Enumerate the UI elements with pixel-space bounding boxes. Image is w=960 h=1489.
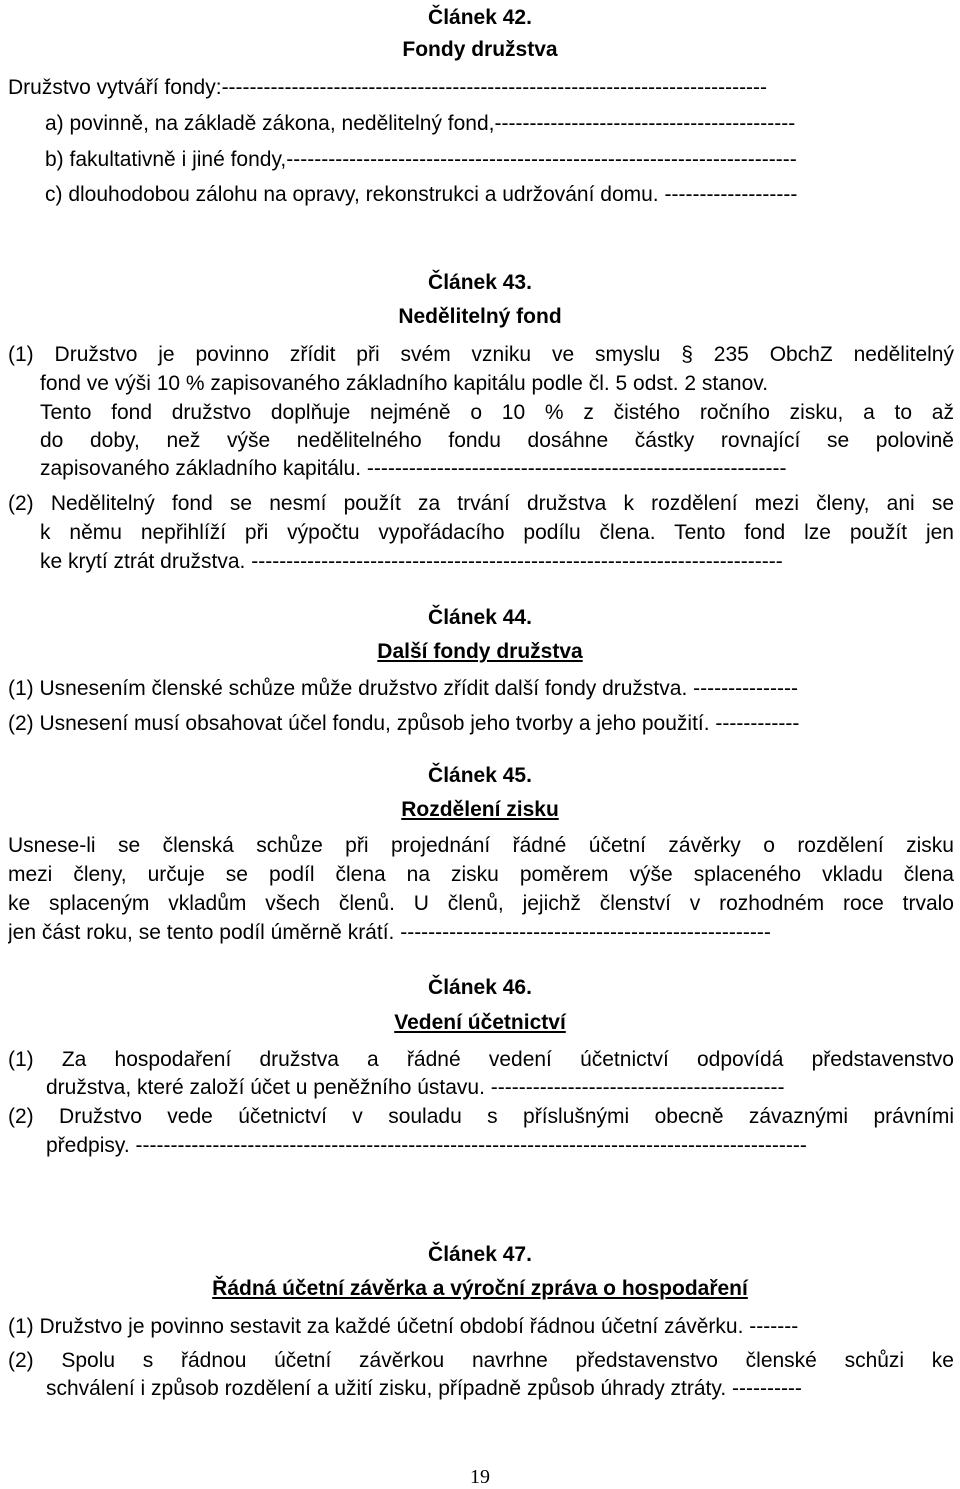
article-47-p1: (1) Družstvo je povinno sestavit za každé účetní období řádnou účetní závěrku. ------- [8, 1315, 799, 1338]
article-42-item-a: a) povinně, na základě zákona, nedělitelný fond,------------------------------------------- [45, 112, 796, 135]
article-45-title: Rozdělení zisku [401, 798, 559, 821]
article-45-line4: jen část roku, se tento podíl úměrně krátí. ----------------------------------------------------- [8, 921, 771, 944]
article-45-number: Článek 45. [428, 764, 532, 787]
article-43-p2-line2: k němu nepřihlíží při výpočtu vypořádacího podílu člena. Tento fond lze použít jen [40, 521, 954, 544]
page-number: 19 [470, 1466, 490, 1488]
article-47-p2-line1: (2) Spolu s řádnou účetní závěrkou navrhne představenstvo členské schůzi ke [8, 1349, 954, 1372]
article-42-item-c: c) dlouhodobou zálohu na opravy, rekonstrukci a udržování domu. ------------------- [45, 183, 798, 206]
article-46-p1-line1: (1) Za hospodaření družstva a řádné vedení účetnictví odpovídá představenstvo [8, 1048, 954, 1071]
article-46-p2-line2: předpisy. ------------------------------------------------------------------------------------------------ [46, 1134, 807, 1157]
article-45-line3: ke splaceným vkladům všech členů. U členů, jejichž členství v rozhodném roce trvalo [8, 892, 954, 915]
article-42-number: Článek 42. [428, 6, 532, 29]
article-47-title: Řádná účetní závěrka a výroční zpráva o hospodaření [212, 1277, 748, 1300]
article-47-number: Článek 47. [428, 1243, 532, 1266]
article-46-number: Článek 46. [428, 976, 532, 999]
article-47-p2-line2: schválení i způsob rozdělení a užití zisku, případně způsob úhrady ztráty. ---------- [46, 1377, 802, 1400]
article-42-item-b: b) fakultativně i jiné fondy,------------------------------------------------------------------------- [45, 148, 797, 171]
article-44-p2: (2) Usnesení musí obsahovat účel fondu, způsob jeho tvorby a jeho použití. ------------ [8, 712, 800, 735]
article-43-number: Článek 43. [428, 271, 532, 294]
article-44-title: Další fondy družstva [377, 640, 583, 663]
article-43-title: Nedělitelný fond [398, 305, 562, 328]
article-46-p2-line1: (2) Družstvo vede účetnictví v souladu s příslušnými obecně závaznými právními [8, 1105, 954, 1128]
article-45-line1: Usnese-li se členská schůze při projednání řádné účetní závěrky o rozdělení zisku [8, 834, 954, 857]
article-44-number: Článek 44. [428, 606, 532, 629]
article-46-title: Vedení účetnictví [394, 1011, 566, 1034]
article-43-p2-line1: (2) Nedělitelný fond se nesmí použít za trvání družstva k rozdělení mezi členy, ani se [8, 492, 954, 515]
article-42-intro: Družstvo vytváří fondy:------------------------------------------------------------------------------ [8, 76, 768, 99]
article-43-p1-line4: do doby, než výše nedělitelného fondu dosáhne částky rovnající se polovině [40, 429, 954, 452]
article-44-p1: (1) Usnesením členské schůze může družstvo zřídit další fondy družstva. --------------- [8, 677, 799, 700]
article-46-p1-line2: družstva, které založí účet u peněžního ústavu. ------------------------------------------ [46, 1076, 785, 1099]
article-43-p1-line5: zapisovaného základního kapitálu. ------------------------------------------------------------ [40, 457, 787, 480]
article-43-p2-line3: ke krytí ztrát družstva. ---------------------------------------------------------------------------- [40, 550, 783, 573]
article-43-p1-line2: fond ve výši 10 % zapisovaného základního kapitálu podle čl. 5 odst. 2 stanov. [40, 372, 769, 395]
article-43-p1-line3: Tento fond družstvo doplňuje nejméně o 10 % z čistého ročního zisku, a to až [40, 401, 954, 424]
article-43-p1-line1: (1) Družstvo je povinno zřídit při svém vzniku ve smyslu § 235 ObchZ nedělitelný [8, 343, 954, 366]
article-42-title: Fondy družstva [402, 38, 558, 61]
article-45-line2: mezi členy, určuje se podíl člena na zisku poměrem výše splaceného vkladu člena [8, 863, 954, 886]
